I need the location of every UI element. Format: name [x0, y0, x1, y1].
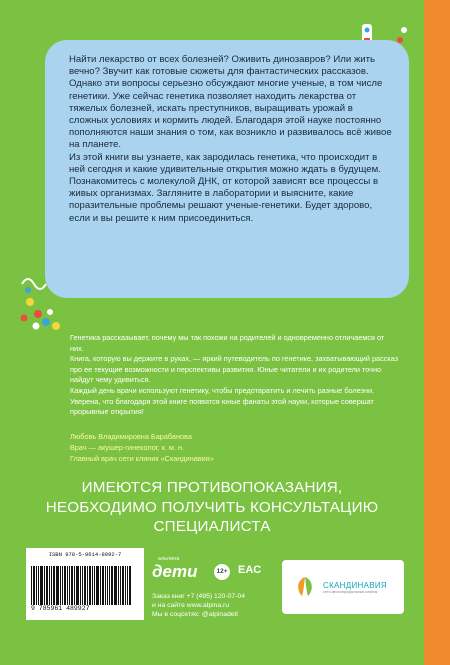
clinic-logo [282, 560, 404, 614]
bead-dot [21, 315, 28, 322]
review-signature [70, 432, 214, 464]
isbn-label: ISBN 978-5-9614-8992-7 [48, 551, 122, 558]
clinic-subtitle: сеть многопрофильных клиник [323, 589, 378, 594]
bead-dot [401, 27, 407, 33]
warning-line: НЕОБХОДИМО ПОЛУЧИТЬ КОНСУЛЬТАЦИЮ [45, 498, 379, 516]
squiggle [22, 279, 46, 289]
bead-dot [47, 309, 53, 315]
signature-position: Главный врач сети клиник «Скандинавия» [70, 453, 214, 463]
warning-line: ИМЕЮТСЯ ПРОТИВОПОКАЗАНИЯ, [81, 479, 343, 496]
bead-dot [26, 298, 34, 306]
publisher-small: альпина [158, 556, 180, 562]
eac-mark: EAC [238, 564, 262, 576]
warning-line: СПЕЦИАЛИСТА [153, 518, 271, 535]
order-site: и на сайте www.alpina.ru [152, 602, 230, 609]
clinic-leaf-icon [292, 574, 318, 600]
medical-warning [0, 478, 424, 537]
publisher-logo [150, 556, 208, 586]
review-paragraph: Генетика рассказывает, почему мы так похожи на родителей и одновременно отличаемся от них. [70, 333, 385, 353]
order-social: Мы в соцсетях: @alpinadeti [152, 611, 238, 618]
publisher-big: дети [152, 562, 198, 581]
order-phone: Заказ книг +7 (495) 120-07-04 [152, 593, 245, 600]
clinic-name: СКАНДИНАВИЯ [323, 580, 387, 590]
description-paragraph: Найти лекарство от всех болезней? Оживить динозавров? Или жить вечно? Звучит как готовые сюжеты для фантастических рассказов. Однако эти вопросы серьезно обсуждают многие ученые, в том числе генетики. Уже сейчас генетика позволяет находить лекарства от тяжелых болезней, искать преступников, выращивать урожай в сложных условиях и кормить людей. Благодаря этой науке постоянно пополняются наши знания о том, как возникло и развивалось всё живое на планете. [69, 54, 392, 151]
barcode-number: 9 785961 489927 [31, 605, 139, 612]
review-block [70, 333, 400, 418]
bead-dot [33, 323, 40, 330]
review-paragraph: Книга, которую вы держите в руках, — яркий путеводитель по генетике, захватывающий рассказ про ее текущие возможности и перспективы развития. Юные читатели и их родители точно найдут чему удивиться. [70, 354, 399, 385]
bead-dot [42, 318, 50, 326]
description-panel [45, 40, 409, 298]
bead-dot [34, 310, 42, 318]
signature-name: Любовь Владимировна Барабанова [70, 432, 192, 441]
bead-dot [52, 322, 60, 330]
order-info [152, 592, 245, 619]
age-rating-badge: 12+ [214, 564, 230, 580]
review-paragraph: Каждый день врачи используют генетику, чтобы предотвратить и лечить разные болезни. Уверена, что благодаря этой книге появятся юные фанаты этой науки, которые совершат прорывные открытия! [70, 385, 375, 417]
bead-dot [25, 287, 31, 293]
isbn-barcode [26, 548, 144, 620]
description-paragraph: Из этой книги вы узнаете, как зародилась генетика, что происходит в ней сегодня и какие удивительные открытия можно ждать в будущем. Познакомитесь с молекулой ДНК, от которой зависят все процессы в живых организмах. Загляните в лаборатории и выясните, какие поразительные проблемы решают ученые-генетики. Будет здорово, если и вы решите к ним присоединиться. [69, 151, 381, 224]
signature-title: Врач — акушер-гинеколог, к. м. н. [70, 442, 184, 452]
